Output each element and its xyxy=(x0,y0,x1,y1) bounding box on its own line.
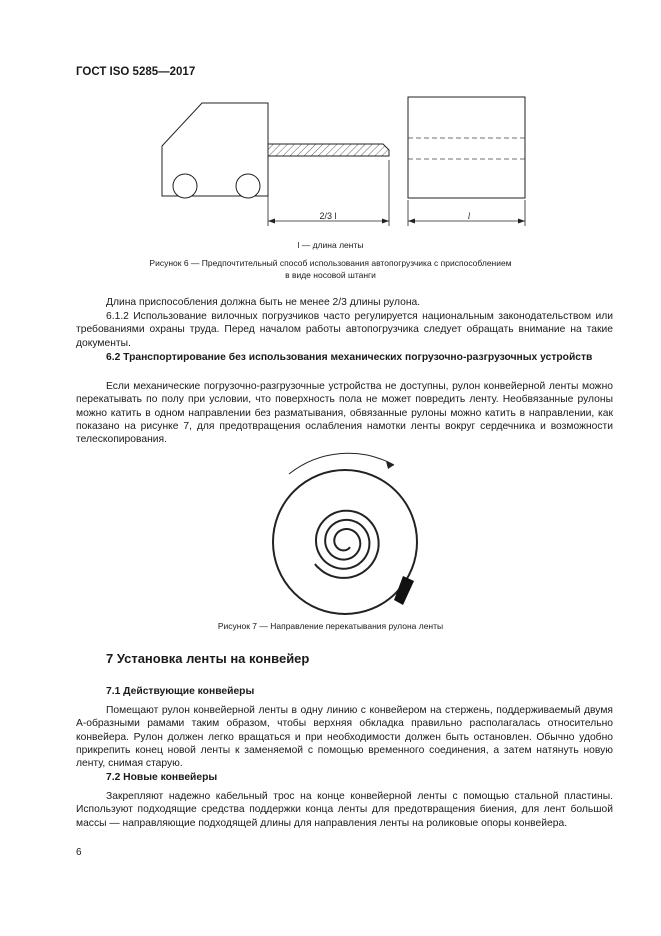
paragraph-6-1-2: 6.1.2 Использование вилочных погрузчиков часто регулируется национальным законодательством или требованиями охраны труда. Перед началом работы автопогрузчика следует обращать внимание на такие документы. xyxy=(76,311,613,349)
figure-7-caption: Рисунок 7 — Направление перекатывания рулона ленты xyxy=(217,621,444,631)
document-header: ГОСТ ISO 5285—2017 xyxy=(76,66,196,78)
heading-7-2: 7.2 Новые конвейеры xyxy=(106,772,218,783)
figure-6-legend: l — длина ленты xyxy=(297,240,364,250)
forklift-wheel-rear xyxy=(236,174,260,198)
figure-6-caption-line2: в виде носовой штанги xyxy=(285,270,376,280)
dim-label-two-thirds: 2/3 l xyxy=(319,211,337,221)
page-number: 6 xyxy=(76,847,82,858)
heading-6-2: 6.2 Транспортирование без использования механических погрузочно-разгрузочных устройств xyxy=(106,352,593,363)
figure-7-roll-spiral xyxy=(0,450,661,620)
belt-roll-side-view xyxy=(408,97,525,198)
section-7-heading: 7 Установка ленты на конвейер xyxy=(106,651,310,666)
forklift-wheel-front xyxy=(173,174,197,198)
paragraph-6-2: Если механические погрузочно-разгрузочные устройства не доступны, рулон конвейерной ленты можно перекатывать по полу при условии, что поверхность пола не может повредить ленту. Необвязанные рулоны можно катить в одном направлении без разматывания, обвязанные рулоны можно катить в направлении, как показано на рисунке 7, для предотвращения ослабления намотки ленты вокруг сердечника и возможности телескопирования. xyxy=(76,381,613,446)
figure-6-caption-line1: Рисунок 6 — Предпочтительный способ использования автопогрузчика с приспособлением xyxy=(149,258,512,268)
dim-label-full: l xyxy=(467,211,471,221)
paragraph-7-1: Помещают рулон конвейерной ленты в одну линию с конвейером на стержень, поддерживаемый двумя А-образными рамами таким образом, чтобы верхняя обкладка правильно располагалась относительно конвейера. Рулон должен легко вращаться и при необходимости должен быть остановлен. Обычно удобно прикрепить конец новой ленты к заменяемой с помощью временного соединения, а затем натянуть новую ленту, снимая старую. xyxy=(76,705,613,770)
heading-7-1: 7.1 Действующие конвейеры xyxy=(106,686,255,697)
nose-boom xyxy=(268,144,389,156)
paragraph-length: Длина приспособления должна быть не менее 2/3 длины рулона. xyxy=(106,297,421,308)
paragraph-7-2: Закрепляют надежно кабельный трос на конце конвейерной ленты с помощью стальной пластины. Используют подходящие средства поддержки конца ленты для предотвращения биения, для лент большой массы — направляющие подходящей длины для направления ленты на роликовые опоры конвейера. xyxy=(76,791,613,829)
